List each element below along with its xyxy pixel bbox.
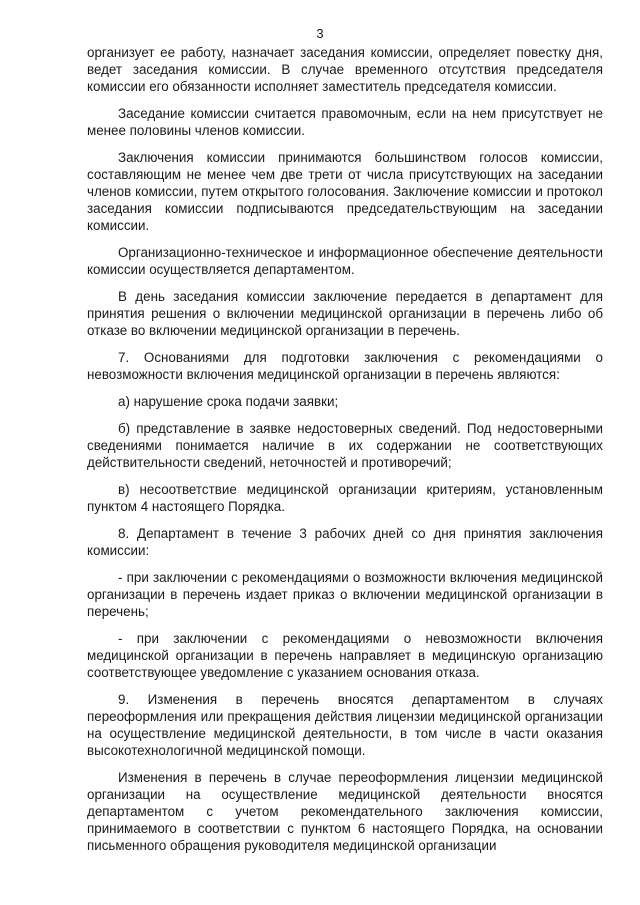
paragraph: в) несоответствие медицинской организации критериям, установленным пунктом 4 настоящего Порядка. (87, 482, 603, 514)
paragraph: организует ее работу, назначает заседания комиссии, определяет повестку дня, ведет заседания комиссии. В случае временного отсутствия председателя комиссии его обязанности исполняет заместитель председателя комиссии. (87, 45, 603, 94)
paragraph: В день заседания комиссии заключение передается в департамент для принятия решения о включении медицинской организации в перечень либо об отказе во включении медицинской организации в перечень. (87, 289, 603, 338)
document-body (87, 44, 603, 854)
paragraph: Изменения в перечень в случае переоформления лицензии медицинской организации на осуществление медицинской деятельности вносятся департаментом с учетом рекомендательного заключения комиссии, принимаемого в соответствии с пунктом 6 настоящего Порядка, на основании письменного обращения руководителя медицинской организации (87, 770, 603, 853)
paragraph: 9. Изменения в перечень вносятся департаментом в случаях переоформления или прекращения действия лицензии медицинской организации на осуществление медицинской деятельности, в том числе в части оказания высокотехнологичной медицинской помощи. (87, 692, 603, 758)
paragraph: Заключения комиссии принимаются большинством голосов комиссии, составляющим не менее чем две трети от числа присутствующих на заседании членов комиссии, путем открытого голосования. Заключение комиссии и протокол заседания комиссии подписываются председательствующим на заседании комиссии. (87, 150, 603, 233)
paragraph: Заседание комиссии считается правомочным, если на нем присутствует не менее половины членов комиссии. (87, 106, 603, 138)
paragraph: 8. Департамент в течение 3 рабочих дней со дня принятия заключения комиссии: (87, 526, 603, 558)
paragraph: а) нарушение срока подачи заявки; (118, 394, 339, 409)
page-number: 3 (316, 26, 324, 41)
paragraph: 7. Основаниями для подготовки заключения с рекомендациями о невозможности включения медицинской организации в перечень являются: (87, 350, 603, 382)
paragraph: б) представление в заявке недостоверных сведений. Под недостоверными сведениями понимается наличие в их содержании не соответствующих действительности сведений, неточностей и противоречий; (87, 421, 603, 470)
paragraph: - при заключении с рекомендациями о невозможности включения медицинской организации в перечень направляет в медицинскую организацию соответствующее уведомление с указанием основания отказа. (87, 631, 603, 680)
paragraph: - при заключении с рекомендациями о возможности включения медицинской организации в перечень издает приказ о включении медицинской организации в перечень; (87, 570, 603, 619)
paragraph: Организационно-техническое и информационное обеспечение деятельности комиссии осуществляется департаментом. (87, 245, 603, 277)
